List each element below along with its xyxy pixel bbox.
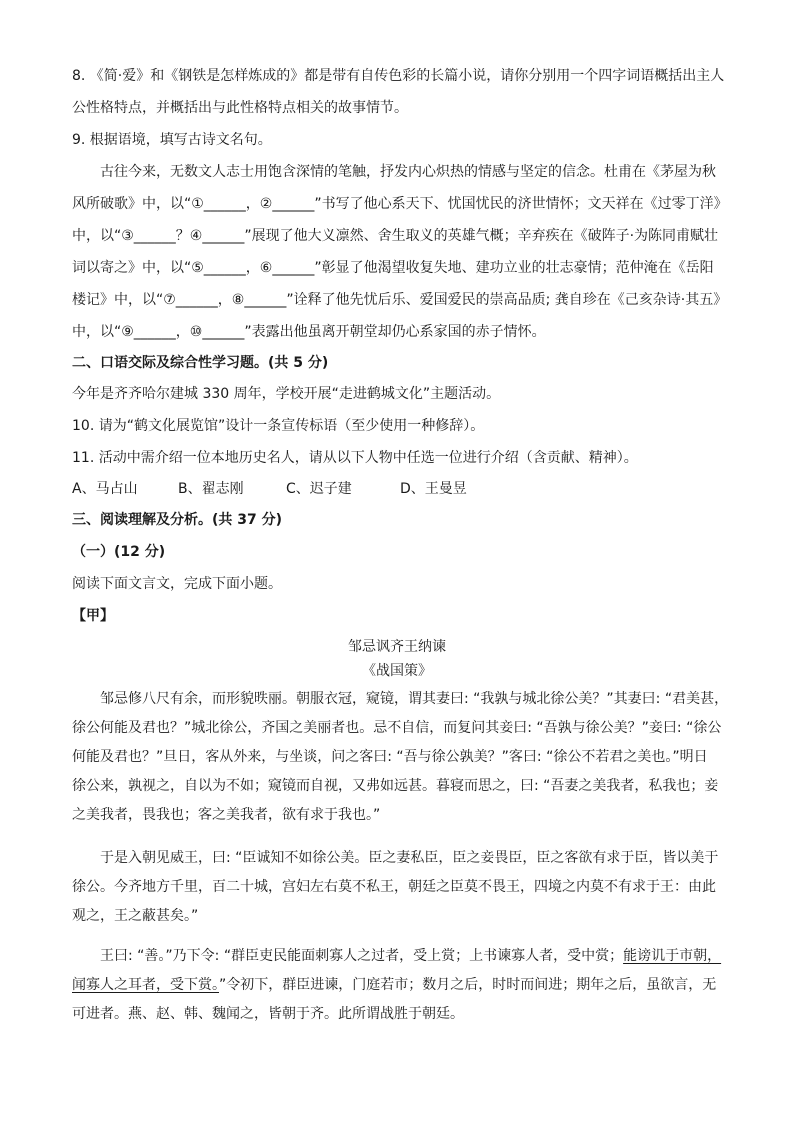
q9-line-5: 楼记》中，以“⑦______，⑧______”诠释了他先忧后乐、爱国爱民的崇高品质; 龚自珍在《己亥杂诗·其五》 [72, 292, 728, 308]
passage-p1-line-5: 之美我者，畏我也；客之美我者，欲有求于我也。” [72, 807, 381, 823]
passage-p1-line-3: 何能及君也？”旦日，客从外来，与坐谈，问之客曰: “吾与徐公孰美？”客曰: “徐公不若君之美也。”明日 [72, 749, 708, 765]
part-1-heading: （一）(12 分) [72, 544, 166, 560]
q11-text: 11. 活动中需介绍一位本地历史名人，请从以下人物中任选一位进行介绍（含贡献、精神）。 [72, 450, 638, 466]
passage-p3-line-3: 可进者。燕、赵、韩、魏闻之，皆朝于齐。此所谓战胜于朝廷。 [72, 1006, 464, 1022]
passage-jia-label: 【甲】 [72, 608, 114, 624]
option-a: A、马占山 [72, 481, 138, 497]
q9-line-6: 中，以“⑨______，⑩______”表露出他虽离开朝堂却仍心系家国的赤子情怀。 [72, 324, 546, 340]
reading-instruction: 阅读下面文言文，完成下面小题。 [72, 576, 282, 592]
q9-line-4: 词以寄之》中，以“⑤______，⑥______”彰显了他渴望收复失地、建功立业的壮志豪情；范仲淹在《岳阳 [72, 260, 714, 276]
passage-title: 邹忌讽齐王纳谏 [348, 639, 446, 655]
passage-p3-text-a: 王曰: “善。”乃下令: “群臣吏民能面刺寡人之过者，受上赏；上书谏寡人者，受中赏； [100, 948, 624, 964]
option-d: D、王曼昱 [400, 481, 467, 497]
section-2-intro: 今年是齐齐哈尔建城 330 周年，学校开展“走进鹤城文化”主题活动。 [72, 386, 501, 402]
option-b: B、翟志刚 [178, 481, 244, 497]
q9-line-1: 古往今来，无数文人志士用饱含深情的笔触，抒发内心炽热的情感与坚定的信念。杜甫在《茅屋为秋 [100, 164, 716, 180]
section-2-heading: 二、口语交际及综合性学习题。(共 5 分) [72, 355, 329, 371]
passage-p3-text-b: ”令初下，群臣进谏，门庭若市；数月之后，时时而间进；期年之后，虽欲言，无 [219, 977, 717, 993]
section-3-heading: 三、阅读理解及分析。(共 37 分) [72, 512, 283, 528]
option-c: C、迟子建 [286, 481, 352, 497]
q8-line-1: 8. 《简·爱》和《钢铁是怎样炼成的》都是带有自传色彩的长篇小说，请你分别用一个四字词语概括出主人 [72, 68, 725, 84]
q11-options [72, 479, 732, 499]
passage-p1-line-4: 徐公来，孰视之，自以为不如；窥镜而自视，又弗如远甚。暮寝而思之，曰: “吾妻之美我者，私我也；妾 [72, 778, 719, 794]
q9-title: 9. 根据语境，填写古诗文名句。 [72, 132, 272, 148]
passage-p1-line-2: 徐公何能及君也？”城北徐公，齐国之美丽者也。忌不自信，而复问其妾曰: “吾孰与徐公美？”妾曰: “徐公 [72, 720, 722, 736]
q8-line-2: 公性格特点，并概括出与此性格特点相关的故事情节。 [72, 100, 408, 116]
passage-p1-line-1: 邹忌修八尺有余，而形貌昳丽。朝服衣冠，窥镜，谓其妻曰: “我孰与城北徐公美？”其妻曰: “君美甚， [100, 691, 729, 707]
passage-source: 《战国策》 [362, 663, 432, 679]
passage-p3-line-1 [100, 946, 732, 966]
underlined-sentence-part-1: 能谤讥于市朝， [623, 948, 722, 964]
underlined-sentence-part-2: 闻寡人之耳者，受下赏。 [72, 977, 219, 993]
passage-p2-line-1: 于是入朝见威王，曰: “臣诚知不如徐公美。臣之妻私臣，臣之妾畏臣，臣之客欲有求于臣，皆以美于 [100, 850, 719, 866]
passage-p2-line-3: 观之，王之蔽甚矣。” [72, 908, 199, 924]
q9-line-2: 风所破歌》中，以“①______，②______”书写了他心系天下、忧国忧民的济世情怀；文天祥在《过零丁洋》 [72, 196, 728, 212]
passage-p3-line-2 [72, 975, 732, 995]
q9-line-3: 中，以“③______？④______”展现了他大义凛然、舍生取义的英雄气概；辛弃疾在《破阵子·为陈同甫赋壮 [72, 228, 719, 244]
q10-text: 10. 请为“鹤文化展览馆”设计一条宣传标语（至少使用一种修辞）。 [72, 418, 485, 434]
passage-p2-line-2: 徐公。今齐地方千里，百二十城，宫妇左右莫不私王，朝廷之臣莫不畏王，四境之内莫不有求于王：由此 [72, 879, 716, 895]
